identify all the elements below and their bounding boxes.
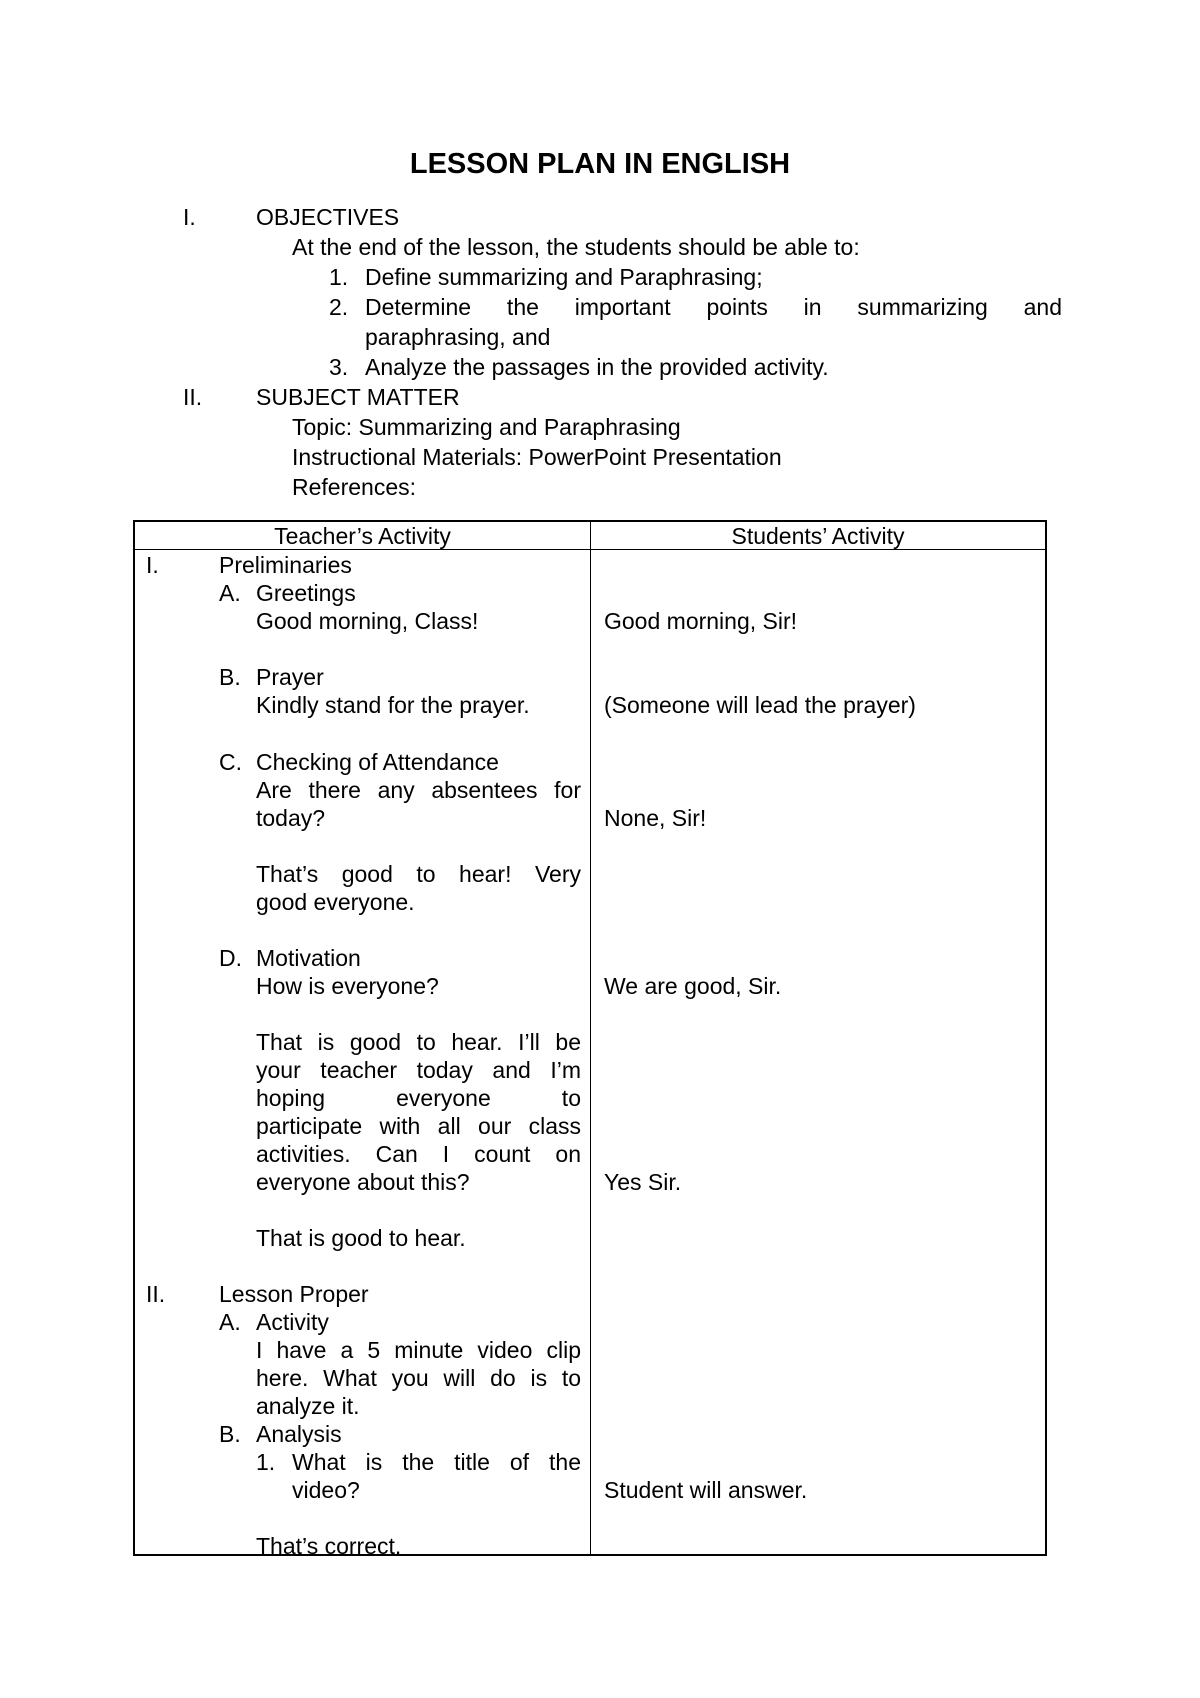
- table-header-students: Students’ Activity: [731, 523, 905, 549]
- subsection-letter: C.: [219, 749, 242, 775]
- subsection-analysis: Analysis: [256, 1421, 342, 1447]
- section-numeral: II.: [146, 1281, 166, 1307]
- student-line: Good morning, Sir!: [604, 608, 798, 634]
- student-line: Yes Sir.: [604, 1169, 682, 1195]
- subject-matter-topic: Topic: Summarizing and Paraphrasing: [292, 414, 681, 440]
- subsection-motivation: Motivation: [256, 945, 361, 971]
- teacher-line: your teacher today and I’m: [256, 1057, 581, 1083]
- objective-number: 2.: [329, 294, 349, 320]
- subject-matter-heading: SUBJECT MATTER: [256, 384, 460, 410]
- teacher-line: hoping everyone to: [256, 1085, 581, 1111]
- teacher-line: That’s good to hear! Very: [256, 861, 581, 887]
- teacher-line: Good morning, Class!: [256, 608, 479, 634]
- objectives-intro: At the end of the lesson, the students should be able to:: [292, 234, 860, 260]
- table-column-divider: [590, 520, 591, 1556]
- objectives-numeral: I.: [183, 204, 196, 230]
- teacher-line: What is the title of the: [292, 1449, 581, 1475]
- section-numeral: I.: [146, 552, 159, 578]
- subject-matter-references: References:: [292, 474, 417, 500]
- document-title: LESSON PLAN IN ENGLISH: [409, 148, 791, 180]
- objective-text-continued: paraphrasing, and: [365, 324, 551, 350]
- subsection-greetings: Greetings: [256, 580, 356, 606]
- teacher-line: everyone about this?: [256, 1169, 470, 1195]
- subsection-letter: A.: [219, 1309, 241, 1335]
- teacher-line: video?: [292, 1477, 360, 1503]
- question-number: 1.: [256, 1449, 276, 1475]
- subsection-letter: B.: [219, 664, 241, 690]
- subsection-attendance: Checking of Attendance: [256, 749, 499, 775]
- subsection-activity: Activity: [256, 1309, 329, 1335]
- teacher-line: Are there any absentees for: [256, 777, 581, 803]
- section-heading-lesson-proper: Lesson Proper: [219, 1281, 369, 1307]
- objectives-heading: OBJECTIVES: [256, 204, 400, 230]
- teacher-line: activities. Can I count on: [256, 1141, 581, 1167]
- teacher-line: participate with all our class: [256, 1113, 581, 1139]
- teacher-line: That is good to hear.: [256, 1225, 466, 1251]
- student-line: We are good, Sir.: [604, 973, 782, 999]
- student-line: (Someone will lead the prayer): [604, 692, 916, 718]
- teacher-line: I have a 5 minute video clip: [256, 1337, 581, 1363]
- objective-number: 1.: [329, 264, 349, 290]
- subject-matter-numeral: II.: [183, 384, 203, 410]
- teacher-line: analyze it.: [256, 1393, 360, 1419]
- table-header-teacher: Teacher’s Activity: [274, 523, 451, 549]
- subsection-letter: B.: [219, 1421, 241, 1447]
- teacher-line: good everyone.: [256, 889, 415, 915]
- subsection-letter: D.: [219, 945, 242, 971]
- teacher-line: Kindly stand for the prayer.: [256, 692, 530, 718]
- objective-text: Determine the important points in summarizing and: [365, 294, 1062, 320]
- objective-text: Define summarizing and Paraphrasing;: [365, 264, 763, 290]
- teacher-line: That is good to hear. I’ll be: [256, 1029, 581, 1055]
- student-line: None, Sir!: [604, 805, 707, 831]
- teacher-line: How is everyone?: [256, 973, 439, 999]
- subject-matter-materials: Instructional Materials: PowerPoint Presentation: [292, 444, 782, 470]
- teacher-line: today?: [256, 805, 326, 831]
- objective-text: Analyze the passages in the provided activity.: [365, 354, 829, 380]
- subsection-letter: A.: [219, 580, 241, 606]
- section-heading-preliminaries: Preliminaries: [219, 552, 352, 578]
- subsection-prayer: Prayer: [256, 664, 324, 690]
- teacher-line: That’s correct.: [256, 1533, 402, 1559]
- objective-number: 3.: [329, 354, 349, 380]
- student-line: Student will answer.: [604, 1477, 808, 1503]
- teacher-line: here. What you will do is to: [256, 1365, 581, 1391]
